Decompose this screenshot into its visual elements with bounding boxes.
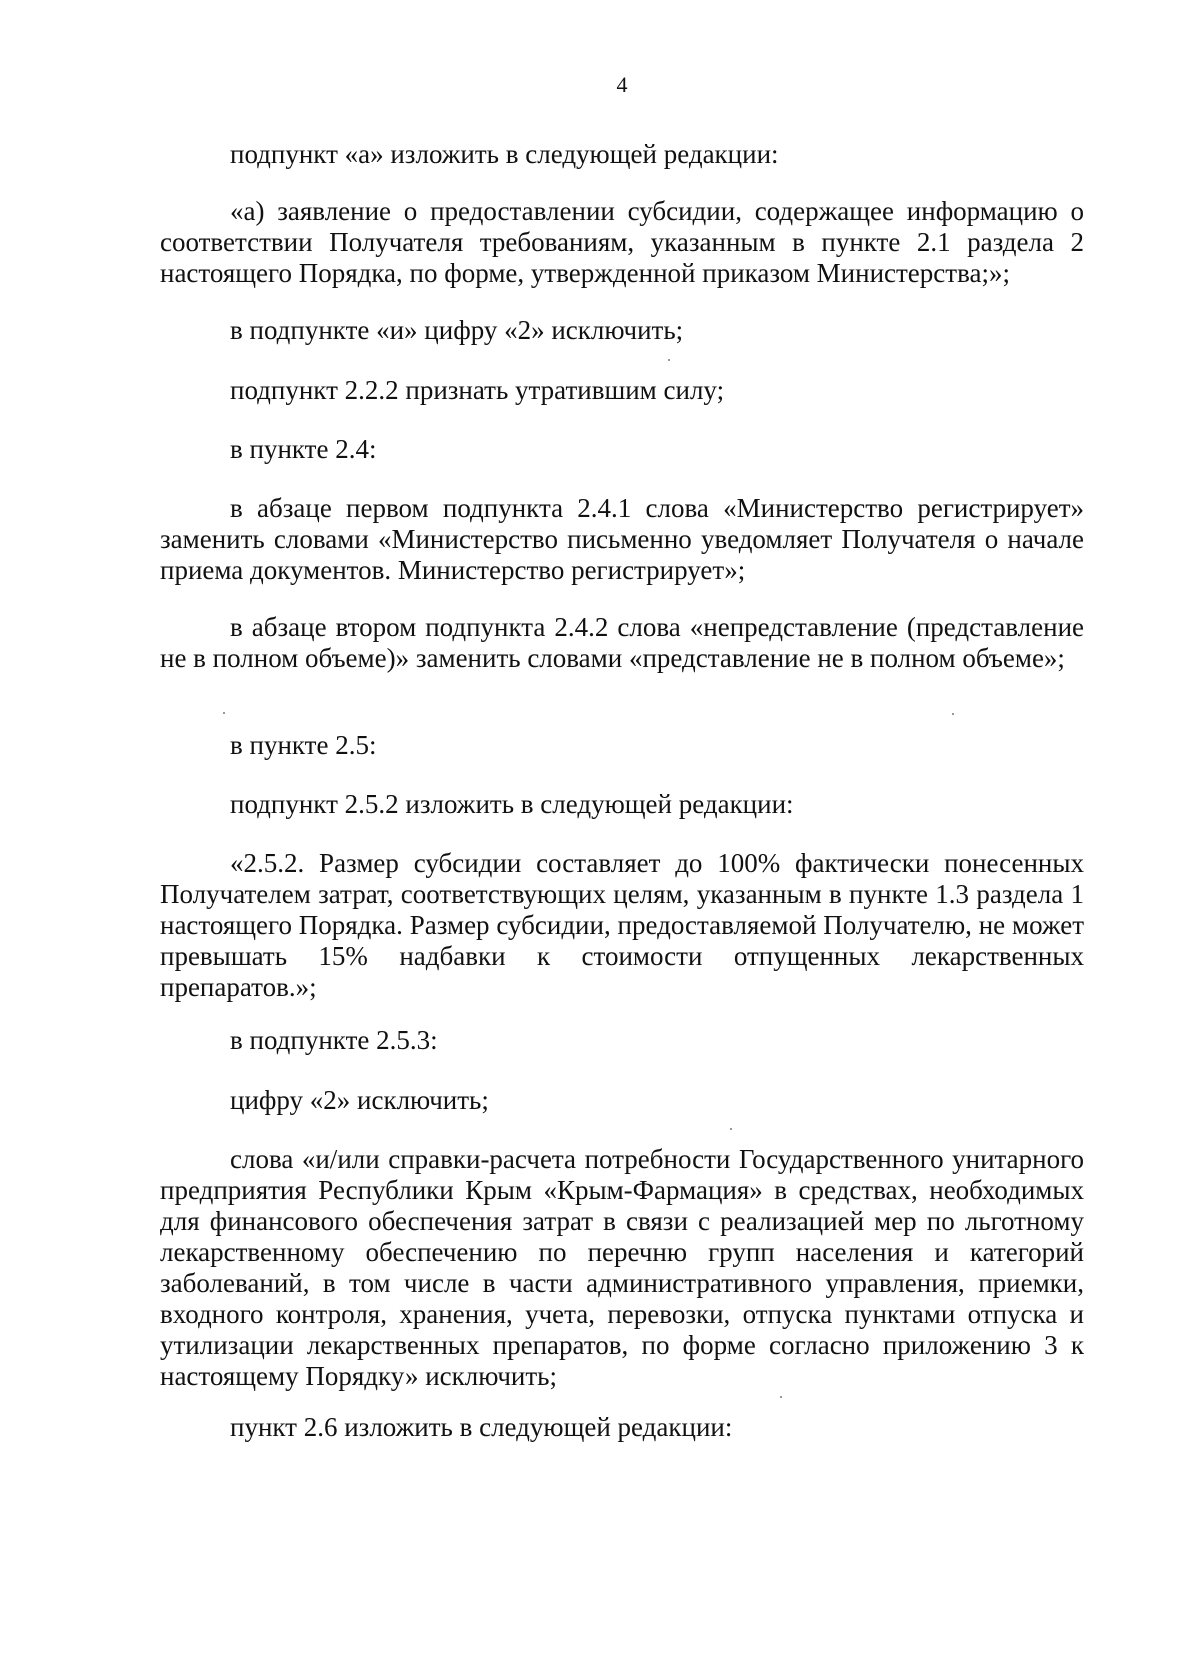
scan-speck <box>780 1396 782 1398</box>
paragraph-subitem-i: в подпункте «и» цифру «2» исключить; <box>230 315 684 345</box>
paragraph-amend-2-5-2: подпункт 2.5.2 изложить в следующей редакции: <box>230 789 794 819</box>
paragraph-amend-subitem-a: подпункт «а» изложить в следующей редакции: <box>230 139 779 169</box>
scan-speck <box>668 359 670 361</box>
paragraph-digit-2-exclude: цифру «2» исключить; <box>230 1085 489 1115</box>
paragraph-amend-2-6: пункт 2.6 изложить в следующей редакции: <box>230 1412 733 1442</box>
scan-speck <box>223 712 225 714</box>
scan-speck <box>952 713 954 715</box>
paragraph-2-2-2-void: подпункт 2.2.2 признать утратившим силу; <box>230 375 725 405</box>
paragraph-item-2-4: в пункте 2.4: <box>230 434 377 464</box>
scan-speck <box>730 1128 732 1130</box>
paragraph-item-2-5: в пункте 2.5: <box>230 730 377 760</box>
paragraph-2-5-2-text: «2.5.2. Размер субсидии составляет до 100% фактически понесенных Получателем затрат, соответствующих целям, указанным в пункте 1.3 раздела 1 настоящего Порядка. Размер субсидии, предоставляемой Получателю, не может превышать 15% надбавки к стоимости отпущенных лекарственных препаратов.»; <box>160 848 1084 1002</box>
paragraph-2-4-1: в абзаце первом подпункта 2.4.1 слова «Министерство регистрирует» заменить словами «Министерство письменно уведомляет Получателя о начале приема документов. Министерство регистрирует»; <box>160 493 1084 585</box>
paragraph-subitem-a-text: «а) заявление о предоставлении субсидии, содержащее информацию о соответствии Получателя требованиям, указанным в пункте 2.1 раздела 2 настоящего Порядка, по форме, утвержденной приказом Министерства;»; <box>160 196 1084 288</box>
paragraph-words-exclude: слова «и/или справки-расчета потребности Государственного унитарного предприятия Республики Крым «Крым-Фармация» в средствах, необходимых для финансового обеспечения затрат в связи с реализацией мер по льготному лекарственному обеспечению по перечню групп населения и категорий заболеваний, в том числе в части административного управления, приемки, входного контроля, хранения, учета, перевозки, отпуска пунктами отпуска и утилизации лекарственных препаратов, по форме согласно приложению 3 к настоящему Порядку» исключить; <box>160 1144 1084 1391</box>
paragraph-2-4-2: в абзаце втором подпункта 2.4.2 слова «непредставление (представление не в полном объеме)» заменить словами «представление не в полном объеме»; <box>160 612 1084 673</box>
page-number: 4 <box>616 72 628 97</box>
paragraph-subitem-2-5-3: в подпункте 2.5.3: <box>230 1025 438 1055</box>
